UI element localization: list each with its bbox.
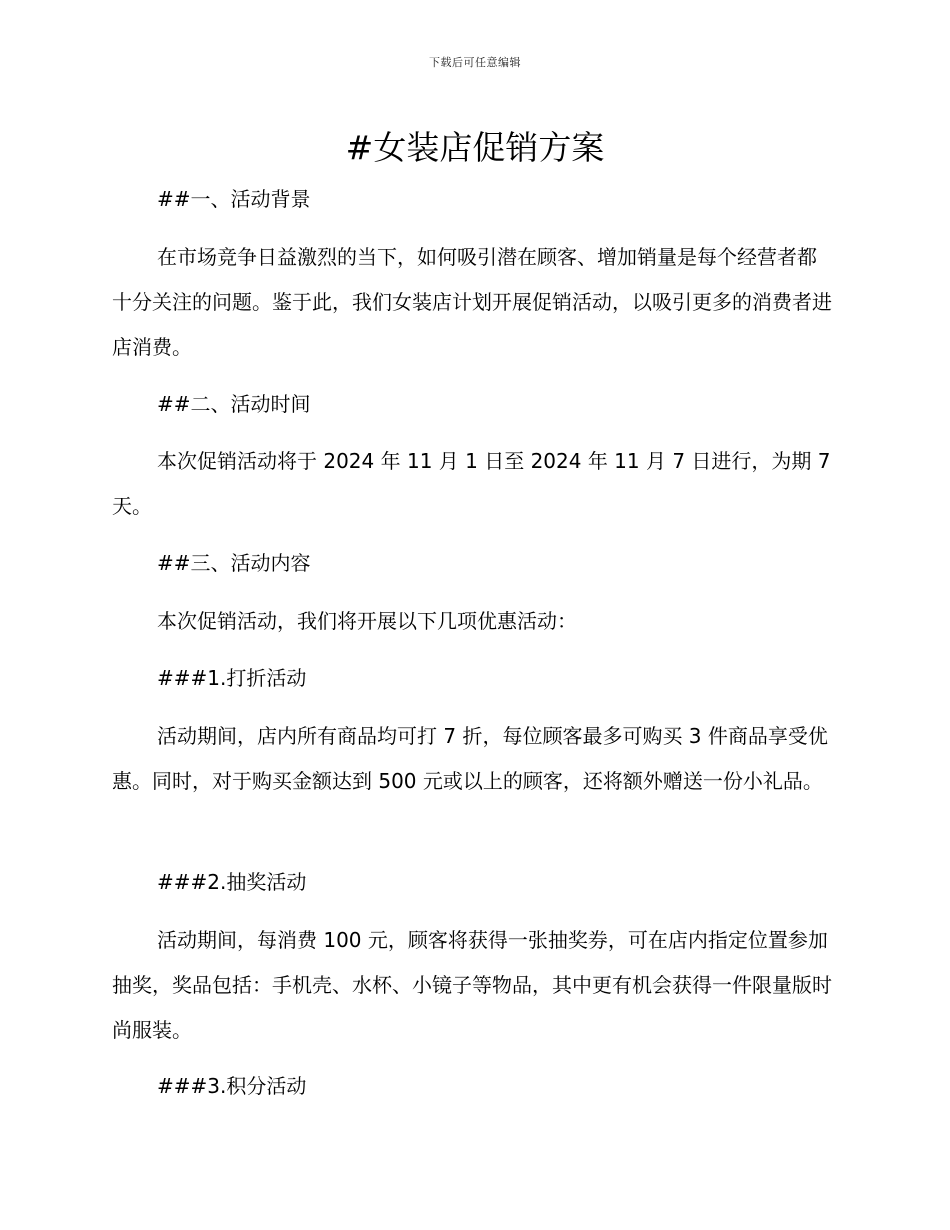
subsection-heading-points: ###3.积分活动	[157, 1074, 307, 1098]
paragraph-content-intro: 本次促销活动，我们将开展以下几项优惠活动：	[157, 609, 577, 633]
paragraph-time: 本次促销活动将于 2024 年 11 月 1 日至 2024 年 11 月 7 日进行，为期 7 天。	[112, 449, 831, 518]
subsection-heading-lottery: ###2.抽奖活动	[157, 870, 307, 894]
page-header-note: 下载后可任意编辑	[429, 56, 521, 69]
paragraph-lottery: 活动期间，每消费 100 元，顾客将获得一张抽奖券，可在店内指定位置参加抽奖，奖品包括：手机壳、水杯、小镜子等物品，其中更有机会获得一件限量版时尚服装。	[112, 928, 832, 1042]
subsection-heading-discount: ###1.打折活动	[157, 666, 307, 690]
paragraph-discount: 活动期间，店内所有商品均可打 7 折，每位顾客最多可购买 3 件商品享受优惠。同时，对于购买金额达到 500 元或以上的顾客，还将额外赠送一份小礼品。	[112, 724, 828, 793]
section-heading-content: ##三、活动内容	[157, 551, 311, 575]
section-heading-time: ##二、活动时间	[157, 392, 311, 416]
section-heading-background: ##一、活动背景	[157, 187, 311, 211]
document-title: #女装店促销方案	[345, 128, 605, 167]
paragraph-background: 在市场竞争日益激烈的当下，如何吸引潜在顾客、增加销量是每个经营者都十分关注的问题。鉴于此，我们女装店计划开展促销活动，以吸引更多的消费者进店消费。	[112, 245, 832, 359]
